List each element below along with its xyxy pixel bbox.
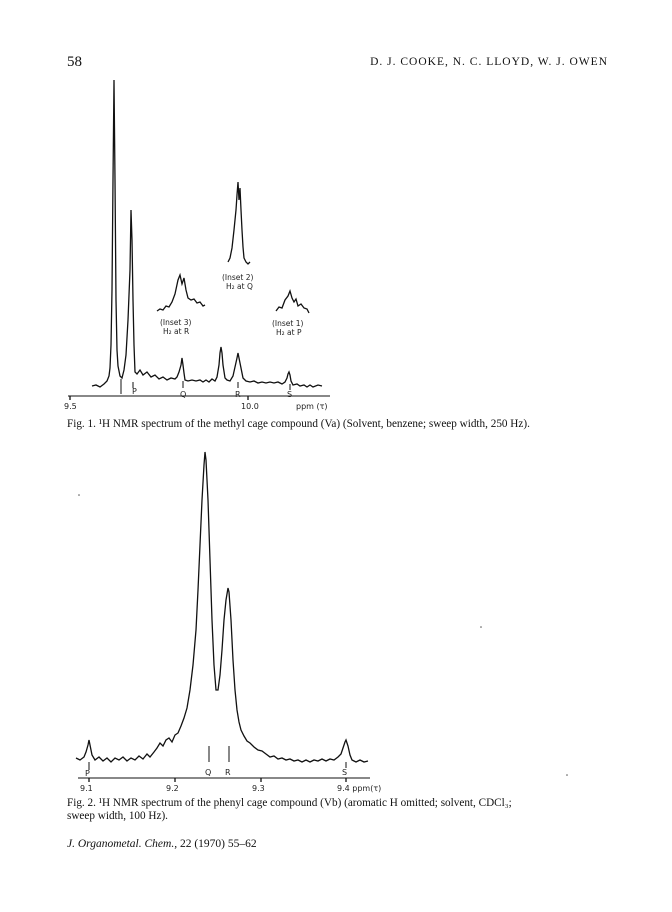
figure-2-caption-line-2: sweep width, 100 Hz).	[67, 810, 168, 822]
fig1-inset3-sub: H₂ at R	[163, 327, 190, 336]
figure-2-caption-line-1: Fig. 2. ¹H NMR spectrum of the phenyl cage compound (Vb) (aromatic H omitted; solvent, CDCl₃;	[67, 797, 512, 809]
fig1-peak-label-q: Q	[180, 390, 187, 399]
stray-speck	[480, 626, 482, 628]
figure-1-caption: Fig. 1. ¹H NMR spectrum of the methyl cage compound (Va) (Solvent, benzene; sweep width, 250 Hz).	[67, 418, 530, 430]
figure-2-spectrum	[76, 452, 370, 782]
fig1-peak-label-r: R	[235, 390, 241, 399]
fig2-tick-9-3: 9.3	[252, 784, 265, 793]
journal-name: J. Organometal. Chem.,	[67, 838, 178, 850]
journal-footer	[67, 838, 257, 850]
fig2-tick-9-1: 9.1	[80, 784, 93, 793]
stray-speck	[78, 494, 80, 496]
fig2-peak-label-s: S	[342, 768, 348, 777]
figure-1-labels	[64, 273, 328, 411]
journal-citation: 22 (1970) 55–62	[179, 838, 257, 850]
fig1-peak-label-p: P	[132, 387, 137, 396]
fig2-tick-9-4-unit: 9.4 ppm(τ)	[337, 784, 382, 793]
fig1-inset2-label: (Inset 2)	[222, 273, 254, 282]
fig1-tick-9-5: 9.5	[64, 402, 77, 411]
fig2-peak-label-r: R	[225, 768, 231, 777]
fig1-inset3-label: (Inset 3)	[160, 318, 192, 327]
fig1-peak-label-s: S	[287, 390, 293, 399]
fig2-peak-label-p: P	[85, 769, 90, 778]
figure-1-spectrum	[68, 80, 330, 400]
fig2-tick-9-2: 9.2	[166, 784, 179, 793]
fig1-tick-10-0: 10.0	[241, 402, 259, 411]
fig1-axis-unit: ppm (τ)	[296, 402, 328, 411]
page-number: 58	[67, 54, 82, 70]
stray-speck	[566, 774, 568, 776]
fig1-inset2-sub: H₂ at Q	[226, 282, 253, 291]
fig2-peak-label-q: Q	[205, 768, 212, 777]
figure-2-labels	[80, 768, 381, 793]
fig1-inset1-label: (Inset 1)	[272, 319, 304, 328]
fig1-inset1-sub: H₂ at P	[276, 328, 302, 337]
running-header-authors: D. J. COOKE, N. C. LLOYD, W. J. OWEN	[370, 56, 608, 68]
